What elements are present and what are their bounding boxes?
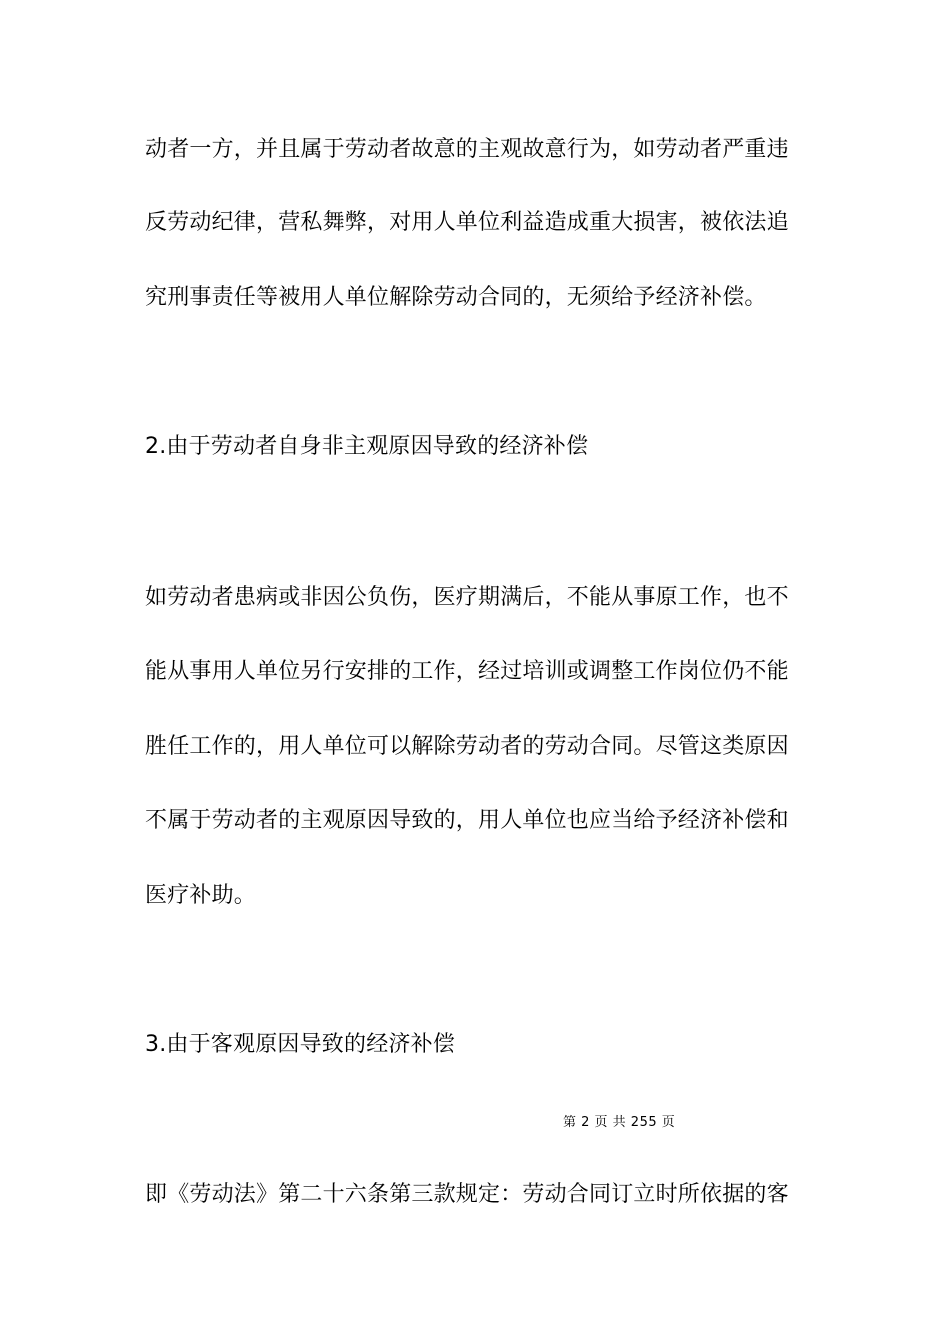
paragraph-2-line-3: 胜任工作的，用人单位可以解除劳动者的劳动合同。尽管这类原因 <box>145 734 789 759</box>
paragraph-1-line-3: 究刑事责任等被用人单位解除劳动合同的，无须给予经济补偿。 <box>145 285 767 310</box>
paragraph-1-line-1: 动者一方，并且属于劳动者故意的主观故意行为，如劳动者严重违 <box>145 137 789 162</box>
paragraph-2-line-2: 能从事用人单位另行安排的工作，经过培训或调整工作岗位仍不能 <box>145 659 789 684</box>
paragraph-2-line-1: 如劳动者患病或非因公负伤，医疗期满后，不能从事原工作，也不 <box>145 585 789 610</box>
section-heading-3: 3.由于客观原因导致的经济补偿 <box>145 1032 455 1057</box>
section-heading-2: 2.由于劳动者自身非主观原因导致的经济补偿 <box>145 434 589 459</box>
paragraph-3-line-1: 即《劳动法》第二十六条第三款规定：劳动合同订立时所依据的客 <box>145 1182 789 1207</box>
page-number-footer: 第 2 页 共 255 页 <box>563 1115 676 1130</box>
paragraph-2-line-4: 不属于劳动者的主观原因导致的，用人单位也应当给予经济补偿和 <box>145 808 789 833</box>
paragraph-1-line-2: 反劳动纪律，营私舞弊，对用人单位利益造成重大损害，被依法追 <box>145 210 789 235</box>
paragraph-2-line-5: 医疗补助。 <box>145 883 257 908</box>
